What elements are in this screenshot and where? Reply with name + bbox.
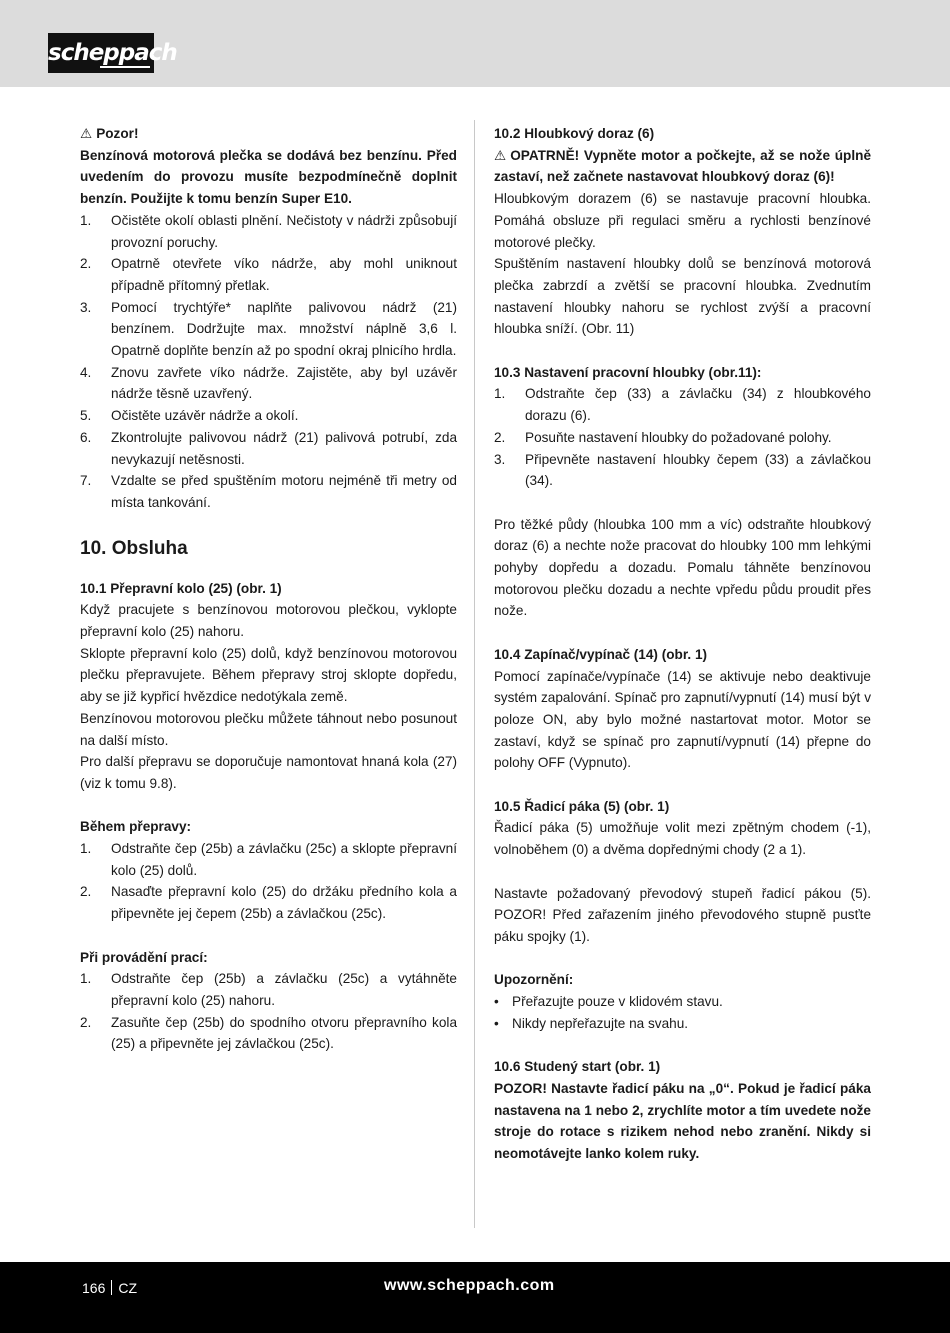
section-heading: 10. Obsluha [80, 537, 188, 559]
list-item: • Nikdy nepřeřazujte na svahu. [494, 1015, 689, 1031]
page-indicator [82, 1278, 137, 1298]
subsection-heading-10-3: 10.3 Nastavení pracovní hloubky (obr.11): [494, 364, 762, 380]
list-item: 6. Zkontrolujte palivovou nádrž (21) palivová potrubí, zda nevykazují netěsnosti. [80, 429, 457, 467]
list-item: 2. Opatrně otevřete víko nádrže, aby mohl uniknout případně přítomný přetlak. [80, 256, 457, 293]
list-item: 1. Odstraňte čep (25b) a závlačku (25c) a vytáhněte přepravní kolo (25) nahoru. [80, 971, 457, 1008]
list-item: 3. Připevněte nastavení hloubky čepem (33) a závlačkou (34). [494, 451, 871, 489]
depth-steps-list [494, 383, 871, 492]
page-footer [0, 1262, 950, 1333]
logo-underline [100, 66, 150, 68]
left-column [80, 123, 457, 1055]
subsection-heading-10-2: 10.2 Hloubkový doraz (6) [494, 126, 655, 141]
brand-logo [48, 33, 177, 73]
warning-text: Benzínová motorová plečka se dodává bez benzínu. Před uvedením do provozu musíte bezpodmínečně doplnit benzín. Použijte k tomu benzín Super E10. [80, 147, 457, 207]
right-column [494, 123, 871, 1165]
language-code: CZ [118, 1280, 138, 1296]
warning-triangle-icon: ⚠ [494, 147, 507, 163]
paragraph: Benzínovou motorovou plečku můžete táhnout nebo posunout na další místo. [80, 710, 457, 748]
paragraph: Nastavte požadovaný převodový stupeň řadicí pákou (5). POZOR! Před zařazením jiného převodového stupně pusťte páku spojky (1). [494, 885, 871, 944]
subsection-heading-10-5: 10.5 Řadicí páka (5) (obr. 1) [494, 798, 670, 814]
paragraph: Řadicí páka (5) umožňuje volit mezi zpětným chodem (-1), volnoběhem (0) a dvěma dopřednými chody (2 a 1). [494, 820, 871, 858]
list-item: 1. Očistěte okolí oblasti plnění. Nečistoty v nádrži způsobují provozní poruchy. [80, 212, 457, 250]
paragraph: Hloubkovým dorazem (6) se nastavuje pracovní hloubka. Pomáhá obsluze při regulaci směru a rychlosti benzínové motorové plečky. [494, 191, 871, 250]
subsection-heading-10-1: 10.1 Přepravní kolo (25) (obr. 1) [80, 580, 282, 596]
paragraph: Pro další přepravu se doporučuje namontovat hnaná kola (27) (viz k tomu 9.8). [80, 754, 457, 791]
paragraph: Sklopte přepravní kolo (25) dolů, když benzínovou motorovou plečku přepravujete. Během přepravy stroj sklopte dopředu, aby se již kypřicí hvězdice nedotýkala země. [80, 645, 457, 705]
list-item: 2. Nasaďte přepravní kolo (25) do držáku předního kola a připevněte jej čepem (25b) a závlačkou (25c). [80, 884, 457, 922]
paragraph: Pro těžké půdy (hloubka 100 mm a víc) odstraňte hloubkový doraz (6) a nechte nože pracovat do hloubky 100 mm lehkými pohyby dopředu a dozadu. Pomalu táhněte benzínovou motorovou plečku dozadu a nechte vpředu půdu proudit přes nože. [494, 516, 871, 619]
list-item: 3. Pomocí trychtýře* naplňte palivovou nádrž (21) benzínem. Dodržujte max. množství náplně 3,6 l. Opatrně doplňte benzín až po spodní okraj plnicího hrdla. [80, 299, 457, 359]
fuel-steps-list [80, 210, 457, 514]
transport-heading: Během přepravy: [80, 819, 192, 835]
work-heading: Při provádění prací: [80, 949, 208, 965]
page-header [0, 0, 950, 87]
paragraph: Když pracujete s benzínovou motorovou plečkou, vyklopte přepravní kolo (25) nahoru. [80, 602, 457, 640]
list-item: 1. Odstraňte čep (33) a závlačku (34) z hloubkového dorazu (6). [494, 386, 871, 424]
subsection-heading-10-4: 10.4 Zapínač/vypínač (14) (obr. 1) [494, 646, 708, 662]
list-item: 5. Očistěte uzávěr nádrže a okolí. [80, 408, 299, 424]
note-heading: Upozornění: [494, 972, 574, 988]
list-item: 2. Posuňte nastavení hloubky do požadované polohy. [494, 429, 832, 445]
list-item: 1. Odstraňte čep (25b) a závlačku (25c) a sklopte přepravní kolo (25) dolů. [80, 841, 457, 878]
note-list [494, 991, 871, 1034]
list-item: 7. Vzdalte se před spuštěním motoru nejméně tři metry od místa tankování. [80, 473, 457, 510]
brand-logo-text: scheppach [48, 40, 177, 66]
warning-title: ⚠ Pozor! [80, 123, 457, 145]
website-link[interactable]: www.scheppach.com [384, 1277, 555, 1294]
warning-triangle-icon: ⚠ [80, 126, 93, 141]
caution-text: ⚠ OPATRNĚ! Vypněte motor a počkejte, až se nože úplně zastaví, než začnete nastavovat hloubkový doraz (6)! [494, 145, 871, 188]
work-steps-list [80, 968, 457, 1055]
list-item: • Přeřazujte pouze v klidovém stavu. [494, 994, 723, 1010]
list-item: 2. Zasuňte čep (25b) do spodního otvoru přepravního kola (25) a připevněte jej závlačkou (25c). [80, 1014, 457, 1052]
paragraph: Pomocí zapínače/vypínače (14) se aktivuje nebo deaktivuje systém zapalování. Spínač pro zapnutí/vypnutí (14) musí být v poloze ON, aby bylo možné nastartovat motor. Motor se zastaví, když se spínač pro zapnutí/vypnutí (14) přepne do polohy OFF (Vypnuto). [494, 668, 871, 771]
footer-separator [111, 1280, 112, 1295]
cold-start-warning: POZOR! Nastavte řadicí páku na „0“. Pokud je řadicí páka nastavena na 1 nebo 2, zrychlíte motor a tím uvedete nože stroje do rotace s rizikem nehod nebo zranění. Nikdy si neomotávejte lanko kolem ruky. [494, 1080, 871, 1161]
list-item: 4. Znovu zavřete víko nádrže. Zajistěte, aby byl uzávěr nádrže těsně uzavřený. [80, 364, 457, 402]
column-divider [474, 120, 475, 1228]
subsection-heading-10-6: 10.6 Studený start (obr. 1) [494, 1059, 661, 1075]
page-number: 166 [82, 1280, 106, 1296]
paragraph: Spuštěním nastavení hloubky dolů se benzínová motorová plečka zabrzdí a zvětší se pracovní hloubka. Zvednutím nastavení hloubky nahoru se rychlost zvýší a pracovní hloubka sníží. (Obr. 11) [494, 256, 871, 337]
transport-steps-list [80, 838, 457, 925]
